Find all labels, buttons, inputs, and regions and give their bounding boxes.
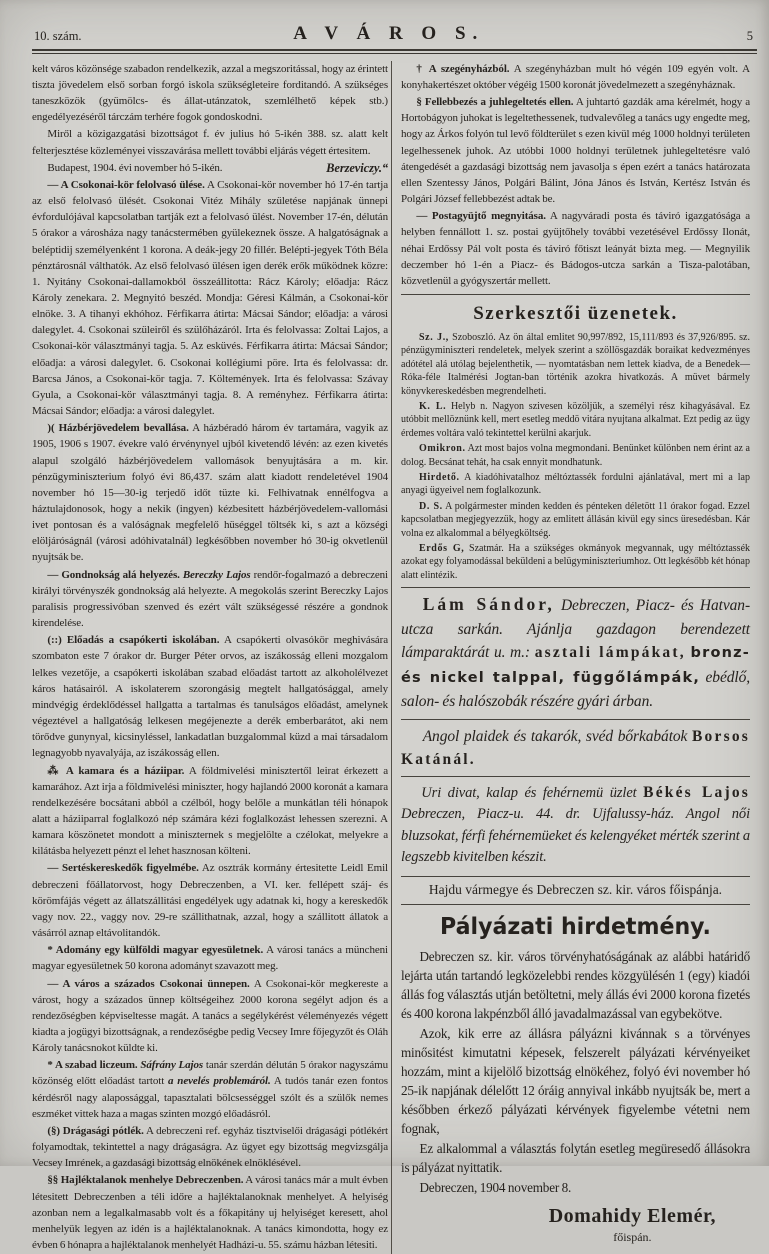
- editor-message: [401, 400, 750, 440]
- news-paragraph: [32, 420, 388, 565]
- text-segment: Ez alkalommal a választás folytán esetleg megüresedő állásokra is pályázat nyittatik.: [401, 1140, 750, 1175]
- tender-title: Pályázati hirdetmény.: [440, 913, 711, 940]
- text-segment: § Fellebbezés a juhlegeltetés ellen.: [416, 96, 574, 109]
- section-rule: [401, 719, 750, 720]
- text-segment: Azt most bajos volna megmondani. Benünket különben nem érint az a dolog. Becsánat tehát, ha csak ennyit mondhatunk.: [401, 443, 750, 468]
- right-news: [401, 61, 750, 289]
- news-paragraph: [32, 1123, 388, 1171]
- news-paragraph: [32, 567, 388, 632]
- text-segment: A juhtartó gazdák ama kérelmét, hogy a Hortobágyon juhokat is legeltethessenek, tudvalevőleg a tanács ugy engedte meg, hogy az Árkos folyón tul levő földterület s ezen kivül még 1000 holdnyi területen legelhessenek juhok. Az utóbbi 1000 holdnyi területnek juhlegeltetésre való átengedését a gazdasági bizottság nem javasolja s épen ezért a tanács határozata ellen Szentessy János, Polgári Bálint, Jóna János és István, Kertész István és Polgári József fellebbezést adtak be.: [401, 96, 750, 206]
- signature-name: Domahidy Elemér,: [548, 1204, 716, 1227]
- text-segment: Angol plaidek és takarók, svéd bőrkabátok: [422, 727, 688, 745]
- text-segment: Szoboszló. Az ön által emlitet 90,997/892, 15,111/893 és 37,926/895. sz. pénzügyminiszteri rendeletek, melyek szerint a szöllösgazdák boraikat kedvezményes adótétel alá utólag bejelenthetik, — nyomtatásban nem lettek kiadva, de a Benedek—Róka-féle Italmérési Jogtan-ban történik azokra hivatkozás. A müvet bármely könyvkereskedésben megrendelheti.: [401, 331, 750, 397]
- text-segment: Borsos Katánál.: [401, 727, 750, 768]
- signature-block: [549, 1205, 716, 1245]
- text-segment: K. L.: [419, 401, 447, 413]
- ad-bekes-lajos: [401, 782, 750, 869]
- text-segment: A házbéradó három év tartamára, vagyik az 1905, 1906 s 1907. évekre való érvénynyel ujból kivetendő lévén: az ezen kivetés alapul szolgáló házbérjövedelem vallomások benyujtására a m. kir. pénzügyminiszterium folyó évi 86,437. szám alatt kiadott rendeletével 1904 november hó 15—30-ig terjedő időt tüzte ki. Felhivatnak ennélfogva a háztulajdonosok, hogy a nekik (ingyen) kézbesitett házbérjövedelem-vallomási ivet pontosan és a valóságnak megfelelő hüséggel töltsék ki, s azt a községi elöljáróságnál (városi adóhivatalnál) legkésőbben november hó 30-ig okvetlenül nyujtsák be.: [32, 422, 388, 564]
- news-paragraph: [401, 94, 750, 207]
- text-segment: A debreczeni ref. egyház tisztviselői drágasági pótlékért folyamodtak, tekintettel a nagy drágaságra. Az ügyet egy bizottság megvizsgálja Vecsey Imrének, a gazdasági bizottság elnökének elnöklésével.: [32, 1124, 389, 1170]
- news-paragraph: [32, 126, 388, 158]
- text-segment: Szatmár. Ha a szükséges okmányok megvannak, ugy méltóztassék azokat egy folyamodással beküldeni a belügyminiszteriumhoz. Ott legkésőbb két hónap alatt elintézik.: [401, 543, 751, 581]
- advertisement: [401, 593, 750, 714]
- editor-message: [401, 542, 750, 582]
- text-segment: bronz- és nickel talppal, függőlámpák,: [401, 645, 750, 686]
- news-paragraph: [32, 177, 388, 419]
- text-segment: Lám Sándor,: [422, 594, 555, 615]
- text-segment: (§) Drágasági pótlék.: [47, 1124, 144, 1137]
- text-segment: A kiadóhivatalhoz méltóztassék fordulni ajánlatával, mert mi a lap anyagi ügyeivel nem foglalkozunk.: [401, 472, 750, 497]
- news-paragraph: [32, 632, 388, 761]
- text-segment: — Postagyüjtő megnyitása.: [416, 210, 546, 223]
- advertisement: [401, 782, 750, 869]
- editor-message: [401, 331, 750, 398]
- text-segment: Berzeviczy.“: [326, 160, 388, 175]
- news-paragraph: [32, 160, 388, 176]
- text-segment: a nevelés problemáról.: [168, 1075, 271, 1088]
- text-segment: Hirdető.: [419, 472, 460, 484]
- text-segment: A Csokonai-kör megkereste a várost, hogy a százados ünnep költségeihez 2000 korona segélyt adjon és a rendezőségben képviseltesse magát. A tanács a segélykérést véleményezés végett kiadta a jogügyi bizottságnak, a rendezőségbe pedig Vecsey Imre főjegyzőt és Oláh Károly tanácsnokot küldte ki.: [32, 977, 388, 1055]
- editor-message: [401, 442, 750, 469]
- header-rule: [32, 49, 757, 54]
- text-segment: Budapest, 1904. évi november hó 5-ikén.: [47, 161, 223, 174]
- text-segment: Azok, kik erre az állásra pályázni kivánnak s a törvényes minősitést kimutatni képesek, felszerelt pályázati kérvényeiket hozzám, mint a kijelölő bizottság elnökéhez, folyó évi november hó 25-ik napjának délelőtt 12 óráig annyival inkább nyujtsák be, mert a későbben érkező pályázati kérvények figyelembe vétetni nem fognak,: [401, 1025, 750, 1136]
- news-paragraph: [401, 61, 750, 93]
- text-segment: — Sertéskereskedők figyelmébe.: [47, 862, 199, 875]
- text-segment: Bereczky Lajos: [182, 568, 251, 581]
- text-segment: — A város a százados Csokonai ünnepen.: [47, 977, 250, 990]
- section-rule: [401, 587, 750, 588]
- editor-message: [401, 471, 750, 498]
- news-paragraph: [32, 1057, 388, 1122]
- text-segment: † A szegényházból.: [416, 62, 510, 75]
- tender-body: [401, 947, 750, 1197]
- text-segment: ebédlő, salon- és halószobák részére gyári árban.: [401, 668, 751, 711]
- right-column: [391, 61, 750, 1254]
- text-segment: Debreczen sz. kir. város törvényhatóságának az alábbi határidő lejárta után tartandó legközelebbi rendes közgyülésén 1 (egy) kiadói állás fog választás utján betöltetni, mely állás évi 2000 korona fizetés és 400 korona lakpénzből álló javadalmazással van egybekötve.: [401, 948, 750, 1021]
- text-segment: Békés Lajos: [643, 783, 751, 801]
- text-segment: A Csokonai-kör november hó 17-én tartja az első felolvasó ülését. Csokonai Vitéz Mihály születése napjának ünnepi évfordulójával kapcsolatban tartják ezt a felolvasó ülést. November 17-én, délután 5 órakor a városháza nagy tanácstermében gyülekeznek össze. A halgatóságnak a beléptidij személyenként 1 korona. A deák-jegy 20 fillér. Belépti-jegyek Tóth Béla pénztárosnál válthatók. Az első felolvasó ülésen igen derék erők működnek közre: 1. Nyitány Csokonai-dallamokból összeállitotta: Rácz Károly; előadja: Rácz Károly zenekara. 2. Megnyitó beszéd. Mondja: Géresi Kálmán, a Csokonai-kör elnöke. 3. A tihanyi ekhóhoz. Férfikarra átirta: Mácsai Sándor; előadja: a városi dalegylet. 4. Csokonai szüleiről és szülőházáról. Irta és felolvassa: Zoltai Lajos, a Csokonai-kör választmányi tagja. 5. Az esküvés. Férfikarra átirta: Mácsai Sándor; előadja: a városi dalegylet. 6. Csokonai kollégiumi pöre. Irta és felolvassa: dr. Barcsa János, a Csokonai-kör tagja. 7. Költemények. Irta és felolvassa: Szávay Gyula, a Csokonai-kör választmányi tagja. 8. A reményhez. Férfikarra átirta: Mácsai Sándor; előadja: a városi dalegylet.: [32, 178, 388, 418]
- section-rule: [401, 776, 750, 777]
- news-paragraph: [32, 1172, 388, 1253]
- text-segment: rendőr-fogalmazó a debreczeni királyi törvényszék gondnokság alá helyezte. A megokolás szerint Bereczky Lajos paralisis progressivóban szenved és ezért vált szükségessé részére a gondnok kirendelése.: [32, 568, 389, 630]
- editor-messages: [401, 331, 750, 582]
- editor-messages-heading: Szerkesztői üzenetek.: [473, 302, 678, 324]
- text-segment: A nagyváradi posta és táviró igazgatósága a helyben fennállott 1. sz. postai gyüjtőhely további vezetésével Erdőssy Ilonát, néhai Erdőssy Pál volt posta és táviró főtiszt leányát bizta meg. — Megnyilik deczember hó 1-én a Piacz- és Bádogos-utcza sarkán a Tisza-palotában, közvetlenül a gyógyszertár mellett.: [401, 210, 750, 287]
- newspaper-title: A V Á R O S.: [293, 23, 485, 44]
- news-paragraph: [32, 942, 388, 974]
- tender-paragraph: [401, 947, 750, 1023]
- news-paragraph: [32, 860, 388, 941]
- text-segment: A csapókerti olvasókör meghivására szombaton este 7 órakor dr. Burger Péter orvos, az iszákosság elleni mozgalom lelkes vezetője, a csapókerti iskolában szabad előadást tartott az alkoholélvezet káros hatásairól. A iskolaterem szorongásig megtelt hallgatósággal, amely mindvégig érdeklődéssel hallgatta a tartalmas és tanulságos előadást, amelynek végeztével a hallgatóság lelkesen megéjenezte a derék emberbarátot, aki nem törődve gunynyal, kicsinyléssel, lankadatlan buzgalommal küzd a mai társadalom legnagyobb nyavalyája, az iszákosság ellen.: [32, 634, 389, 760]
- text-segment: §§ Hajléktalanok menhelye Debreczenben.: [47, 1174, 244, 1187]
- text-segment: A szegényházban mult hó végén 109 egyén volt. A konyhakertészet október végéig 1500 koronát jövedelmezett a szegényháznak.: [401, 62, 751, 91]
- text-segment: Helyb n. Nagyon szivesen közöljük, a személyi rész kihagyásával. Ez utóbbit mellöznünk kell, mert esetleg meddö vitára nyujtana alkalmat. Ezt pedig az ügy érdemes voltára való tekintettel kerülni akarjuk.: [401, 401, 750, 439]
- news-paragraph: [32, 763, 388, 860]
- tender-paragraph: [401, 1139, 750, 1177]
- text-segment: Miről a közigazgatási bizottságot f. év julius hó 5-ikén 388. sz. alatt kelt felterjesztése közleményei visszavárása mellett további eljárás végett értesitem.: [32, 128, 388, 157]
- text-segment: — A Csokonai-kör felolvasó ülése.: [47, 178, 205, 191]
- text-segment: A földmivelési minisztertől leirat érkezett a kamarához. Azt irja a földmivelési miniszter, hogy hajlandó 2000 koronát a kamara rendelkezésére bocsátani abból a czélból, hogy belőle a munkátlan téli hónapok alatt a háziiparral foglalkozó nép számára kézi foglalkozást lehessen szerezni. A kamara köszönetet mondott a miniszternek s megjelölte a czélokat, melyekre a kilátásba helyezett pénzt el lehet hasznosan költeni.: [32, 764, 388, 858]
- editor-message: [401, 500, 750, 540]
- ad-borsos-kata: [401, 725, 750, 771]
- text-segment: Debreczen, Piacz-u. 44. dr. Ujfalussy-ház. Angol női bluzsokat, férfi fehérnemüeket és kelengyéket mérték szerint a legszebb kivitelben készit.: [401, 806, 750, 866]
- text-segment: Sz. J.,: [419, 331, 449, 343]
- text-segment: Sáfrány Lajos: [140, 1059, 204, 1072]
- text-segment: A városi tanács a müncheni magyar egyesületnek 50 korona adományt szavazott meg.: [32, 944, 389, 973]
- text-segment: Erdős G,: [419, 543, 465, 555]
- left-column: [32, 61, 388, 1254]
- page-number: 5: [746, 29, 753, 43]
- ad-lam-sandor: [401, 593, 750, 714]
- text-segment: asztali lámpákat,: [534, 644, 686, 662]
- text-segment: (::) Előadás a csapókerti iskolában.: [47, 634, 220, 647]
- text-segment: tanár szerdán délután 5 órakor nagyszámu közönség előtt előadást tartott: [32, 1059, 388, 1088]
- text-segment: A tudós tanár ezen fontos kérdésről nagy alapossággal, tapasztalati bölcsességgel szólt és a szülők nemes eszméket vittek haza a magas szinten mozgó előadásról.: [32, 1075, 388, 1120]
- news-paragraph: [32, 61, 388, 126]
- columns: [32, 61, 757, 1254]
- tender-paragraph: [401, 1178, 750, 1197]
- text-segment: A polgármester minden kedden és pénteken déletött 11 órakor fogad. Ezzel kapcsolatban megjegyezzük, hogy az emlitett állásán kivül egy sincs üresedésban. Kár volna ez alkalommal a bélyegköltség.: [401, 500, 750, 539]
- page-header: [32, 22, 757, 44]
- section-rule: [401, 294, 750, 295]
- news-paragraph: [401, 208, 750, 289]
- text-segment: * A szabad liczeum.: [47, 1059, 138, 1072]
- advertisement: [401, 725, 750, 771]
- text-segment: Debreczen, Piacz- és Hatvan-utcza sarkán. Ajánlja gazdagon berendezett lámparaktárát u. m.:: [401, 597, 751, 662]
- text-segment: A városi tanács már a mult évben létesitett Debreczenben a téli időre a hajléktalanoknak menhelyet. A helyiség azonban nem a legalkalmasabb volt és a főkapitány uj helyiséget keresett, ahol menhelyük legyen az idén is a hajléktalanoknak. A tanács kimondotta, hogy ez évben 6 hónapra a hajléktalanok menhelyét Hadházi-u. 55. számu házban létesiti.: [32, 1174, 389, 1252]
- text-segment: Az osztrák kormány értesitette Leidl Emil debreczeni főállatorvost, hogy Debreczenben, a VI. ker. fellépett száj- és körömfájás végett az állatszállitási engedélyek ugy adatnak ki, hogy a kereskedők vagy nov. 22., vaggy nov. 29-re szállithatnak, azzal, hogy a szállitott állatok a vásárról aznap eltávolitandók.: [32, 862, 389, 940]
- text-segment: D. S.: [419, 500, 443, 512]
- text-segment: Debreczen, 1904 november 8.: [419, 1179, 572, 1195]
- text-segment: Omikron.: [419, 443, 466, 455]
- text-segment: kelt város közönsége szabadon rendelkezik, azzal a megszoritással, hogy az érintett tiszta jövedelem első sorban forgó iskola szükségleteire forditandó. A szükséges taneszközök (gyümölcs- és állat-utánzatok, szemlélhető képek stb.) engedélyezéséről tárczám terhére fogok gondoskodni.: [32, 62, 388, 124]
- text-segment: ⁂ A kamara és a háziipar.: [47, 764, 185, 777]
- text-segment: )( Házbérjövedelem bevallása.: [47, 422, 189, 435]
- issue-number: 10. szám.: [34, 29, 82, 43]
- news-paragraph: [32, 976, 388, 1057]
- signature-role: főispán.: [613, 1229, 652, 1244]
- tender-paragraph: [401, 1024, 750, 1138]
- official-section-label: Hajdu vármegye és Debreczen sz. kir. város főispánja.: [401, 876, 750, 905]
- text-segment: — Gondnokság alá helyezés.: [47, 568, 180, 581]
- text-segment: * Adomány egy külföldi magyar egyesületnek.: [47, 944, 264, 957]
- text-segment: Uri divat, kalap és fehérnemü üzlet: [421, 784, 637, 801]
